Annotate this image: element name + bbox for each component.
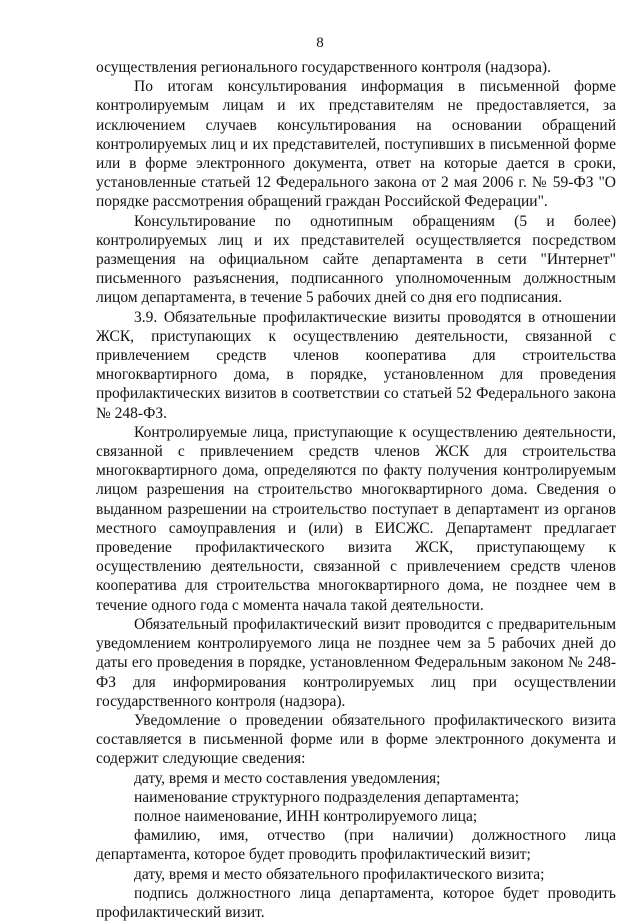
list-item: фамилию, имя, отчество (при наличии) должностного лица департамента, которое будет проводить профилактический визит; bbox=[96, 827, 616, 864]
page-number: 8 bbox=[316, 35, 324, 51]
paragraph: Обязательный профилактический визит проводится с предварительным уведомлением контролируемого лица не позднее чем за 5 рабочих дней до даты его проведения в порядке, установленном Федеральным законом № 248-ФЗ для информирования контролируемых лиц при осуществлении государственного контроля (надзора). bbox=[96, 615, 616, 710]
paragraph: Уведомление о проведении обязательного профилактического визита составляется в письменной форме или в форме электронного документа и содержит следующие сведения: bbox=[96, 711, 616, 768]
document-body bbox=[96, 58, 616, 922]
list-item: полное наименование, ИНН контролируемого лица; bbox=[134, 807, 478, 825]
paragraph: По итогам консультирования информация в письменной форме контролируемым лицам и их представителям не предоставляется, за исключением случаев консультирования на основании обращений контролируемых лиц и их представителей, поступивших в письменной форме или в форме электронного документа, ответ на которые дается в сроки, установленные статьей 12 Федерального закона от 2 мая 2006 г. № 59-ФЗ "О порядке рассмотрения обращений граждан Российской Федерации". bbox=[96, 78, 616, 211]
list-item: наименование структурного подразделения департамента; bbox=[134, 788, 520, 806]
paragraph: Контролируемые лица, приступающие к осуществлению деятельности, связанной с привлечением средств членов ЖСК для строительства многоквартирного дома, определяются по факту получения контролируемым лицом разрешения на строительство многоквартирного дома. Сведения о выданном разрешении на строительство поступает в департамент из органов местного самоуправления и (или) в ЕИСЖС. Департамент предлагает проведение профилактического визита ЖСК, приступающему к осуществлению деятельности, связанной с привлечением средств членов кооператива для строительства многоквартирного дома, не позднее чем в течение одного года с момента начала такой деятельности. bbox=[96, 423, 616, 614]
list-item: дату, время и место составления уведомления; bbox=[134, 769, 441, 787]
paragraph: 3.9. Обязательные профилактические визиты проводятся в отношении ЖСК, приступающих к осуществлению деятельности, связанной с привлечением средств членов кооператива для строительства многоквартирного дома, в порядке, установленном для проведения профилактических визитов в соответствии со статьей 52 Федерального закона № 248-ФЗ. bbox=[96, 308, 616, 422]
list-item: подпись должностного лица департамента, которое будет проводить профилактический визит. bbox=[96, 884, 616, 921]
paragraph: осуществления регионального государственного контроля (надзора). bbox=[96, 59, 551, 76]
paragraph: Консультирование по однотипным обращениям (5 и более) контролируемых лиц и их представителей осуществляется посредством размещения на официальном сайте департамента в сети "Интернет" письменного разъяснения, подписанного уполномоченным должностным лицом департамента, в течение 5 рабочих дней со дня его подписания. bbox=[96, 212, 616, 307]
list-item: дату, время и место обязательного профилактического визита; bbox=[134, 865, 545, 883]
